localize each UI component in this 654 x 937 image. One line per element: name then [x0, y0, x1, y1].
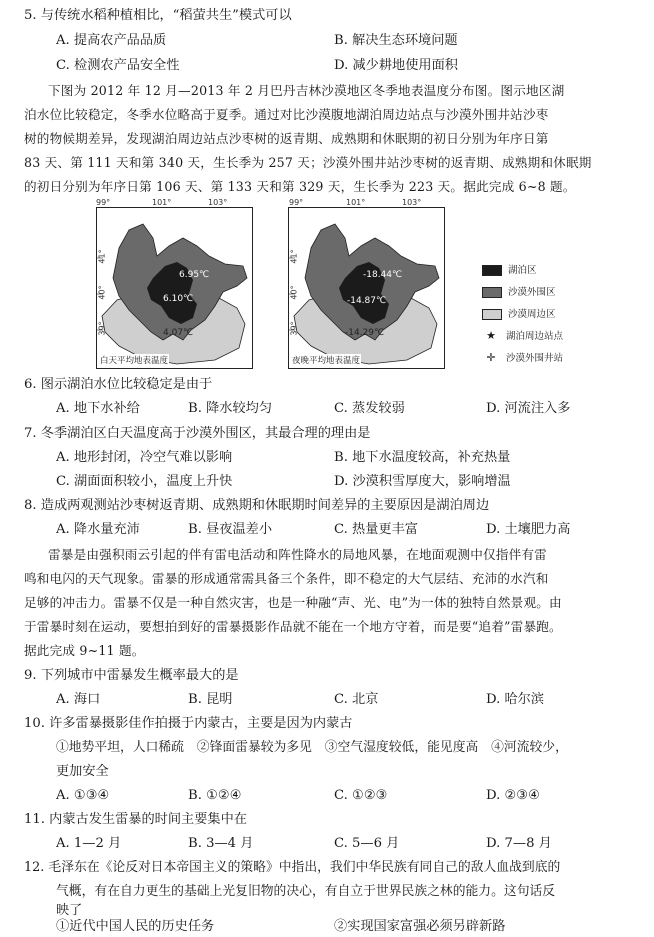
map-night-svg — [289, 208, 444, 368]
map-left-lon-101: 101° — [152, 198, 172, 207]
q7-stem: 7. 冬季湖泊区白天温度高于沙漠外围区，其最合理的理由是 — [24, 426, 371, 441]
q6-stem: 6. 图示湖泊水位比较稳定是由于 — [24, 377, 213, 392]
q5-stem: 5. 与传统水稻种植相比，“稻萤共生”模式可以 — [24, 8, 292, 23]
q9-stem: 9. 下列城市中雷暴发生概率最大的是 — [24, 668, 239, 683]
map-right-temp-2: -14.87℃ — [347, 296, 387, 306]
legend-outer — [482, 284, 556, 300]
q10-statements-line-1: ①地势平坦，人口稀疏 ②锋面雷暴较为多见 ③空气湿度较低，能见度高 ④河流较少， — [56, 740, 568, 755]
passage1-line-5: 的初日分别为年序日第 106 天、第 133 天和第 329 天，生长季为 223 天。据此完成 6~8 题。 — [24, 179, 576, 194]
map-right-lat-41: 41° — [289, 249, 299, 264]
map-left-temp-3: 4.07℃ — [163, 328, 194, 338]
map-day-surface-temperature — [96, 207, 253, 369]
map-night-surface-temperature — [288, 207, 445, 369]
legend-around-label: 沙漠周边区 — [508, 309, 556, 320]
q7-option-d: D. 沙漠积雪厚度大，影响增温 — [334, 474, 511, 489]
map-right-lat-39: 39° — [289, 321, 299, 336]
map-right-lon-99: 99° — [289, 198, 304, 207]
legend-outer-well — [482, 350, 563, 366]
q10-statements-line-2: 更加安全 — [56, 764, 109, 779]
passage1-line-1: 下图为 2012 年 12 月—2013 年 2 月巴丹吉林沙漠地区冬季地表温度分布图。图示地区湖 — [48, 83, 565, 98]
q12-stem-line-1: 12. 毛泽东在《论反对日本帝国主义的策略》中指出，我们中华民族有同自己的敌人血战到底的 — [24, 860, 561, 875]
q12-stem-line-2: 气概，有在自力更生的基础上光复旧物的决心，有自立于世界民族之林的能力。这句话反 — [56, 884, 556, 899]
legend-around-swatch — [482, 309, 502, 320]
q7-option-c: C. 湖面面积较小，温度上升快 — [56, 474, 233, 489]
map-right-lon-101: 101° — [346, 198, 366, 207]
q10-option-a: A. ①③④ — [56, 788, 110, 803]
passage2-line-1: 雷暴是由强积雨云引起的伴有雷电活动和阵性降水的局地风暴，在地面观测中仅指伴有雷 — [48, 547, 547, 562]
q11-option-a: A. 1—2 月 — [56, 836, 122, 851]
q5-option-b: B. 解决生态环境问题 — [334, 33, 458, 48]
legend-lake-site-label: 湖泊周边站点 — [506, 331, 564, 342]
map-left-label: 白天平均地表温度 — [100, 356, 169, 366]
q6-option-d: D. 河流注入多 — [486, 401, 571, 416]
map-day-svg — [97, 208, 252, 368]
map-right-label: 夜晚平均地表温度 — [292, 356, 361, 366]
q5-option-a: A. 提高农产品品质 — [56, 33, 167, 48]
legend-outer-label: 沙漠外围区 — [508, 287, 556, 298]
q11-option-d: D. 7—8 月 — [486, 836, 552, 851]
map-left-lat-40: 40° — [97, 285, 107, 300]
passage2-line-5: 据此完成 9~11 题。 — [24, 643, 145, 658]
map-right-temp-3: -14.29℃ — [345, 328, 385, 338]
passage1-line-3: 树的物候期差异，发现湖泊周边站点沙枣树的返青期、成熟期和休眠期的初日分别为年序日第 — [24, 131, 549, 146]
q8-option-a: A. 降水量充沛 — [56, 522, 140, 537]
q9-option-b: B. 昆明 — [188, 692, 233, 707]
map-right-lon-103: 103° — [402, 198, 422, 207]
q10-option-d: D. ②③④ — [486, 788, 540, 803]
map-left-lat-39: 39° — [97, 321, 107, 336]
legend-lake — [482, 262, 537, 278]
q11-option-b: B. 3—4 月 — [188, 836, 254, 851]
q9-option-d: D. 哈尔滨 — [486, 692, 545, 707]
legend-outer-swatch — [482, 287, 502, 298]
q11-option-c: C. 5—6 月 — [334, 836, 400, 851]
cross-icon: ✛ — [486, 351, 496, 364]
q12-stem-line-3: 映了 — [56, 903, 83, 918]
map-left-temp-1: 6.95℃ — [179, 270, 210, 280]
q8-option-c: C. 热量更丰富 — [334, 522, 418, 537]
q6-option-c: C. 蒸发较弱 — [334, 401, 405, 416]
q6-option-a: A. 地下水补给 — [56, 401, 140, 416]
legend-lake-site — [482, 328, 563, 344]
q10-option-c: C. ①②③ — [334, 788, 388, 803]
q7-option-a: A. 地形封闭，冷空气难以影响 — [56, 450, 233, 465]
passage2-line-2: 鸣和电闪的天气现象。雷暴的形成通常需具备三个条件，即不稳定的大气层结、充沛的水汽和 — [24, 571, 549, 586]
legend-around — [482, 306, 556, 322]
q9-option-c: C. 北京 — [334, 692, 379, 707]
q12-statement-1: ①近代中国人民的历史任务 — [56, 919, 215, 934]
q10-stem: 10. 许多雷暴摄影佳作拍摄于内蒙古，主要是因为内蒙古 — [24, 716, 353, 731]
passage1-line-2: 泊水位比较稳定，冬季水位略高于夏季。通过对比沙漠腹地湖泊周边站点与沙漠外围井站沙枣 — [24, 107, 549, 122]
map-left-lat-41: 41° — [97, 249, 107, 264]
passage2-line-4: 于雷暴时刻在运动，要想拍到好的雷暴摄影作品就不能在一个地方守着，而是要“追着”雷暴跑。 — [24, 619, 562, 634]
q8-stem: 8. 造成两观测站沙枣树返青期、成熟期和休眠期时间差异的主要原因是湖泊周边 — [24, 498, 490, 513]
map-right-lat-40: 40° — [289, 285, 299, 300]
passage2-line-3: 足够的冲击力。雷暴不仅是一种自然灾害，也是一种融“声、光、电”为一体的独特自然景观。由 — [24, 595, 562, 610]
map-right-temp-1: -18.44℃ — [363, 270, 403, 280]
q12-statement-2: ②实现国家富强必须另辟新路 — [334, 919, 506, 934]
q9-option-a: A. 海口 — [56, 692, 101, 707]
q8-option-b: B. 昼夜温差小 — [188, 522, 273, 537]
q10-option-b: B. ①②④ — [188, 788, 242, 803]
q8-option-d: D. 土壤肥力高 — [486, 522, 571, 537]
q6-option-b: B. 降水较均匀 — [188, 401, 273, 416]
map-left-lon-103: 103° — [208, 198, 228, 207]
legend-lake-label: 湖泊区 — [508, 265, 537, 276]
q5-option-d: D. 减少耕地使用面积 — [334, 58, 458, 73]
legend-outer-well-label: 沙漠外围井站 — [506, 353, 564, 364]
q11-stem: 11. 内蒙古发生雷暴的时间主要集中在 — [24, 812, 247, 827]
map-left-temp-2: 6.10℃ — [163, 294, 194, 304]
q5-option-c: C. 检测农产品安全性 — [56, 58, 180, 73]
map-left-lon-99: 99° — [96, 198, 111, 207]
q7-option-b: B. 地下水温度较高，补充热量 — [334, 450, 511, 465]
legend-lake-swatch — [482, 265, 502, 276]
star-icon: ★ — [486, 329, 496, 342]
passage1-line-4: 83 天、第 111 天和第 340 天，生长季为 257 天；沙漠外围井站沙枣树的返青期、成熟期和休眠期 — [24, 155, 592, 170]
